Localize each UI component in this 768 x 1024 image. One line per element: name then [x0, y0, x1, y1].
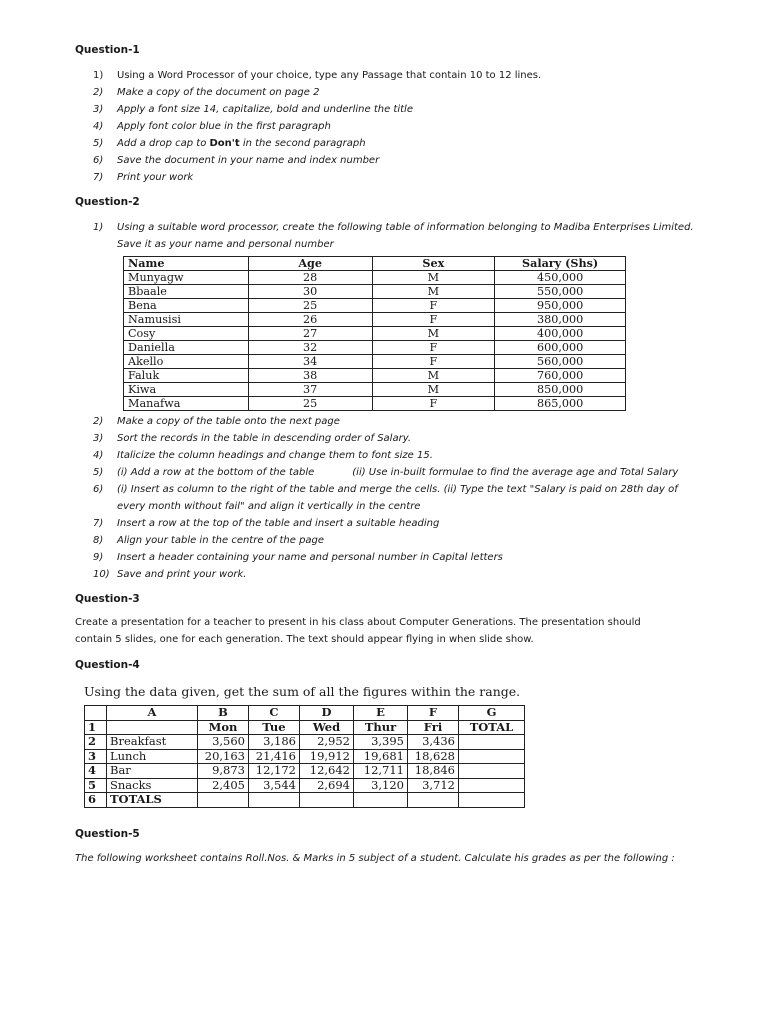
table-row: Manafwa 25 F 865,000 — [124, 397, 626, 411]
question-2-intro — [93, 219, 703, 253]
spreadsheet-table — [84, 705, 525, 808]
table-row: Faluk 38 M 760,000 — [124, 369, 626, 383]
column-header: Salary (Shs) — [495, 257, 626, 271]
list-item: 3) Sort the records in the table in descending order of Salary. — [93, 433, 412, 444]
list-item: 7) Insert a row at the top of the table and insert a suitable heading — [93, 518, 440, 529]
table-row: 3 Lunch 20,163 21,416 19,912 19,681 18,628 — [85, 749, 525, 764]
table-row: Daniella 32 F 600,000 — [124, 341, 626, 355]
question-4-instruction: Using the data given, get the sum of all the figures within the range. — [84, 684, 521, 699]
question-1-heading: Question-1 — [75, 44, 140, 56]
list-item: 4) Apply font color blue in the first paragraph — [93, 121, 331, 132]
list-item: 5) Add a drop cap to Don't in the second paragraph — [93, 138, 366, 149]
list-item: 9) Insert a header containing your name and personal number in Capital letters — [93, 552, 503, 563]
table-row: 5 Snacks 2,405 3,544 2,694 3,120 3,712 — [85, 778, 525, 793]
list-item: 6) Save the document in your name and index number — [93, 155, 380, 166]
list-item: 2) Make a copy of the table onto the next page — [93, 416, 340, 427]
list-item: 1) Using a suitable word processor, create the following table of information belonging to Madiba Enterprises Limited. Save it as your name and personal number — [93, 222, 694, 250]
question-4-heading: Question-4 — [75, 659, 140, 671]
salary-table — [123, 256, 626, 411]
list-item: 6) (i) Insert as column to the right of the table and merge the cells. (ii) Type the text "Salary is paid on 28th day of every month without fail" and align it vertically in the centre — [93, 484, 678, 512]
column-header: Age — [248, 257, 372, 271]
list-item: 1) Using a Word Processor of your choice, type any Passage that contain 10 to 12 lines. — [93, 70, 542, 81]
table-row: 1 Mon Tue Wed Thur Fri TOTAL — [85, 720, 525, 735]
question-5-heading: Question-5 — [75, 828, 140, 840]
table-row: Namusisi 26 F 380,000 — [124, 313, 626, 327]
question-2-heading: Question-2 — [75, 196, 140, 208]
list-item: 7) Print your work — [93, 172, 194, 183]
table-row: 4 Bar 9,873 12,172 12,642 12,711 18,846 — [85, 764, 525, 779]
question-5-text: The following worksheet contains Roll.Nos. & Marks in 5 subject of a student. Calculate his grades as per the following : — [75, 853, 675, 864]
table-row: Akello 34 F 560,000 — [124, 355, 626, 369]
question-2-list — [93, 413, 703, 583]
table-row: 2 Breakfast 3,560 3,186 2,952 3,395 3,436 — [85, 735, 525, 750]
list-item: 10) Save and print your work. — [93, 569, 247, 580]
table-row: Munyagw 28 M 450,000 — [124, 271, 626, 285]
list-item: 2) Make a copy of the document on page 2 — [93, 87, 320, 98]
question-3-text: Create a presentation for a teacher to present in his class about Computer Generations. The presentation should contain 5 slides, one for each generation. The text should appear flying in when slide show. — [75, 617, 641, 645]
table-header-row — [124, 257, 626, 271]
column-header: Sex — [372, 257, 495, 271]
question-3-heading: Question-3 — [75, 593, 140, 605]
column-letter-row: A B C D E F G — [85, 706, 525, 721]
table-row: Bena 25 F 950,000 — [124, 299, 626, 313]
table-row: Bbaale 30 M 550,000 — [124, 285, 626, 299]
list-item: 5) (i) Add a row at the bottom of the table (ii) Use in-built formulae to find the average age and Total Salary — [93, 467, 679, 478]
table-row: Kiwa 37 M 850,000 — [124, 383, 626, 397]
table-row: 6 TOTALS — [85, 793, 525, 808]
table-row: Cosy 27 M 400,000 — [124, 327, 626, 341]
list-item: 4) Italicize the column headings and change them to font size 15. — [93, 450, 433, 461]
column-header: Name — [124, 257, 249, 271]
list-item: 3) Apply a font size 14, capitalize, bold and underline the title — [93, 104, 413, 115]
list-item: 8) Align your table in the centre of the page — [93, 535, 325, 546]
question-1-list — [93, 67, 703, 186]
